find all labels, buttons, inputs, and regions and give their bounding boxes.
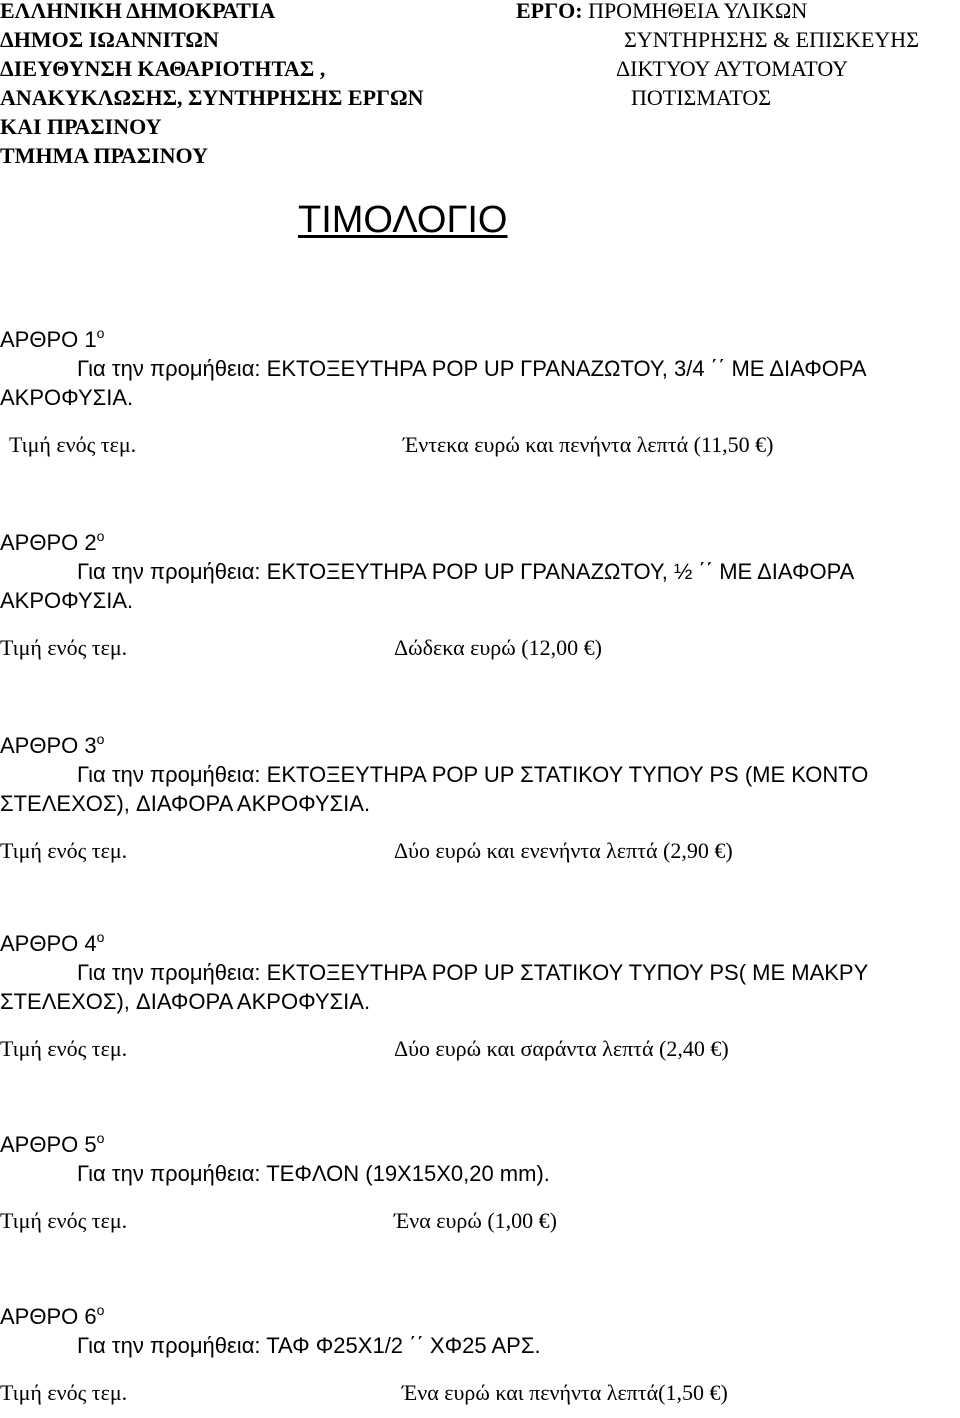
article-heading: ΑΡΘΡΟ $4^o$ xyxy=(0,929,105,956)
price-label: Τιμή ενός τεμ. xyxy=(9,432,137,457)
ordinal-mark: ο xyxy=(96,1130,105,1146)
ordinal-mark: ο xyxy=(96,528,105,544)
article-description: Για την προμήθεια: ΕΚΤΟΞΕΥΤΗΡΑ POP UP ΣΤΑΤΙΚΟΥ ΤΥΠΟΥ PS( ΜΕ ΜΑΚΡΥ ΣΤΕΛΕΧΟΣ), ΔΙΑΦΟΡΑ ΑΚΡΟΦΥΣΙΑ. xyxy=(0,960,868,1014)
issuer-line: ΔΙΕΥΘΥΝΣΗ ΚΑΘΑΡΙΟΤΗΤΑΣ , xyxy=(0,56,326,81)
price-value: Δύο ευρώ και ενενήντα λεπτά (2,90 €) xyxy=(394,838,733,863)
article-description: Για την προμήθεια: ΕΚΤΟΞΕΥΤΗΡΑ POP UP ΓΡΑΝΑΖΩΤΟΥ, ½ ΄΄ ΜΕ ΔΙΑΦΟΡΑ ΑΚΡΟΦΥΣΙΑ. xyxy=(0,559,854,613)
article-description: Για την προμήθεια: ΤΑΦ Φ25Χ1/2 ΄΄ ΧΦ25 ΑΡΣ. xyxy=(77,1333,541,1358)
price-value: Έντεκα ευρώ και πενήντα λεπτά (11,50 €) xyxy=(403,432,774,457)
price-row xyxy=(0,1206,960,1235)
price-label: Τιμή ενός τεμ. xyxy=(0,838,128,863)
article-1 xyxy=(0,325,960,459)
issuer-line: ΔΗΜΟΣ ΙΩΑΝΝΙΤΩΝ xyxy=(0,27,219,52)
price-value: Ένα ευρώ και πενήντα λεπτά(1,50 €) xyxy=(402,1380,728,1405)
article-5 xyxy=(0,1130,960,1235)
article-description: Για την προμήθεια: ΕΚΤΟΞΕΥΤΗΡΑ POP UP ΓΡΑΝΑΖΩΤΟΥ, 3/4 ΄΄ ΜΕ ΔΙΑΦΟΡΑ ΑΚΡΟΦΥΣΙΑ. xyxy=(0,356,866,410)
issuer-line: ΤΜΗΜΑ ΠΡΑΣΙΝΟΥ xyxy=(0,143,208,168)
ordinal-mark: ο xyxy=(96,929,105,945)
price-label: Τιμή ενός τεμ. xyxy=(0,1208,128,1233)
project-title-row xyxy=(516,0,919,25)
article-heading: ΑΡΘΡΟ $5^o$ xyxy=(0,1130,105,1157)
ordinal-mark: ο xyxy=(96,731,105,747)
price-value: Δύο ευρώ και σαράντα λεπτά (2,40 €) xyxy=(394,1036,729,1061)
price-label: Τιμή ενός τεμ. xyxy=(0,1380,128,1405)
price-value: Ένα ευρώ (1,00 €) xyxy=(394,1208,557,1233)
article-heading: ΑΡΘΡΟ $3^o$ xyxy=(0,731,105,758)
price-label: Τιμή ενός τεμ. xyxy=(0,1036,128,1061)
ordinal-mark: ο xyxy=(96,1302,105,1318)
project-line: ΣΥΝΤΗΡΗΣΗΣ & ΕΠΙΣΚΕΥΗΣ xyxy=(624,27,920,52)
article-4 xyxy=(0,929,960,1063)
issuer-line: ΕΛΛΗΝΙΚΗ ΔΗΜΟΚΡΑΤΙΑ xyxy=(0,0,276,23)
price-row xyxy=(0,836,960,865)
project-line: ΔΙΚΤΥΟΥ ΑΥΤΟΜΑΤΟΥ xyxy=(616,56,849,81)
project-block xyxy=(516,0,919,112)
article-heading: ΑΡΘΡΟ $1^o$ xyxy=(0,325,105,352)
article-3 xyxy=(0,731,960,865)
price-row xyxy=(0,1378,960,1407)
project-line: ΠΡΟΜΗΘΕΙΑ ΥΛΙΚΩΝ xyxy=(588,0,808,23)
issuer-line: ΑΝΑΚΥΚΛΩΣΗΣ, ΣΥΝΤΗΡΗΣΗΣ ΕΡΓΩΝ xyxy=(0,85,424,110)
page-title: ΤΙΜΟΛΟΓΙΟ xyxy=(298,199,508,241)
price-row xyxy=(0,430,960,459)
issuer-line: ΚΑΙ ΠΡΑΣΙΝΟΥ xyxy=(0,114,162,139)
ordinal-mark: ο xyxy=(96,325,105,341)
article-heading: ΑΡΘΡΟ $2^o$ xyxy=(0,528,105,555)
project-label: ΕΡΓΟ: xyxy=(516,0,583,23)
article-heading: ΑΡΘΡΟ $6^o$ xyxy=(0,1302,105,1329)
article-description: Για την προμήθεια: ΤΕΦΛΟΝ (19Χ15Χ0,20 mm). xyxy=(77,1161,550,1186)
price-row xyxy=(0,633,960,662)
article-description: Για την προμήθεια: ΕΚΤΟΞΕΥΤΗΡΑ POP UP ΣΤΑΤΙΚΟΥ ΤΥΠΟΥ PS (ΜΕ ΚΟΝΤΟ ΣΤΕΛΕΧΟΣ), ΔΙΑΦΟΡΑ ΑΚΡΟΦΥΣΙΑ. xyxy=(0,762,869,816)
article-6 xyxy=(0,1302,960,1407)
price-row xyxy=(0,1034,960,1063)
price-label: Τιμή ενός τεμ. xyxy=(0,635,128,660)
price-value: Δώδεκα ευρώ (12,00 €) xyxy=(394,635,602,660)
project-line: ΠΟΤΙΣΜΑΤΟΣ xyxy=(631,85,772,110)
article-2 xyxy=(0,528,960,662)
issuer-block xyxy=(0,0,424,170)
